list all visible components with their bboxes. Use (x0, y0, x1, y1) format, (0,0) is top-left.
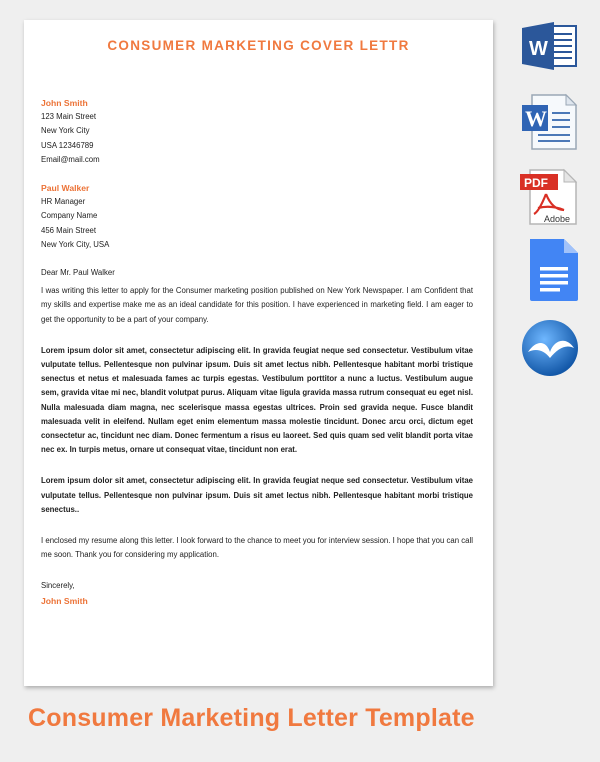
signoff: Sincerely, (41, 581, 75, 591)
sender-address-line: 123 Main Street (41, 112, 97, 122)
recipient-line: New York City, USA (41, 239, 110, 249)
recipient-line: HR Manager (41, 197, 86, 207)
recipient-line: 456 Main Street (41, 225, 97, 235)
recipient-block (41, 181, 473, 252)
letter-title: CONSUMER MARKETING COVER LETTR (107, 38, 410, 53)
lorem-paragraph-2: Lorem ipsum dolor sit amet, consectetur adipiscing elit. In gravida feugiat neque sed consectetur. Vestibulum vitae vulputate tellus. Pellentesque non pulvinar ipsum. Duis sit amet lectus nibh. Pellentesque habitant morbi tristique senectus.. (41, 476, 473, 514)
openoffice-icon[interactable] (520, 318, 580, 383)
sender-email: Email@mail.com (41, 154, 100, 164)
salutation: Dear Mr. Paul Walker (41, 268, 115, 278)
sender-block (41, 96, 473, 167)
word-legacy-letter: W (525, 106, 547, 131)
lorem-paragraph-1: Lorem ipsum dolor sit amet, consectetur adipiscing elit. In gravida feugiat neque sed consectetur. Vestibulum vitae vulputate tellus. Pellentesque non pulvinar ipsum. Duis sit amet lectus nibh. Pellentesque habitant morbi tristique senectus et netus et malesuada fames ac turpis egestas. Vestibulum porttitor a nunc a luctus. Vestibulum augue sem, gravida vitae mi nec, blandit volutpat purus. Aliquam vitae ligula gravida massa rutrum consequat eu eget nisl. Nulla malesuada diam magna, nec scelerisque massa egestas ultrices. Proin sed gravida neque. Fusce blandit malesuada velit in eleifend. Nullam eget enim elementum massa molestie tincidunt. Donec arcu orci, dictum eget consectetur ac, tincidunt nec diam. Donec fermentum a risus eu laoreet. Sed quis quam sed velit blandit porta vitae nec ex. In turpis metus, ornare ut consequat vitae, tincidunt non erat. (41, 345, 473, 455)
pdf-label: PDF (524, 176, 548, 190)
pdf-icon[interactable] (520, 168, 580, 231)
word-letter: W (529, 38, 548, 60)
intro-paragraph: I was writing this letter to apply for the Consumer marketing position published on New York Newspaper. I am Confident that my skills and expertise make me as an ideal candidate for this position. I have experienced in marketing field. I am eager to get the opportunity to be a part of your company. (41, 286, 473, 324)
letter-page (24, 20, 493, 686)
letter-body (41, 96, 473, 608)
sender-address-line: New York City (41, 126, 90, 136)
signature-name: John Smith (41, 595, 88, 606)
sender-address-line: USA 12346789 (41, 140, 94, 150)
word-legacy-icon[interactable] (520, 93, 580, 156)
word-icon[interactable] (520, 20, 580, 77)
recipient-line: Company Name (41, 211, 98, 221)
page-title: Consumer Marketing Letter Template (28, 704, 475, 732)
sender-name: John Smith (41, 98, 88, 108)
recipient-name: Paul Walker (41, 183, 90, 194)
google-docs-icon[interactable] (520, 237, 580, 308)
closing-paragraph: I enclosed my resume along this letter. I look forward to the chance to meet you for interview session. I hope that you can call me soon. Thank you for considering my application. (41, 536, 473, 560)
pdf-brand: Adobe (544, 214, 571, 224)
